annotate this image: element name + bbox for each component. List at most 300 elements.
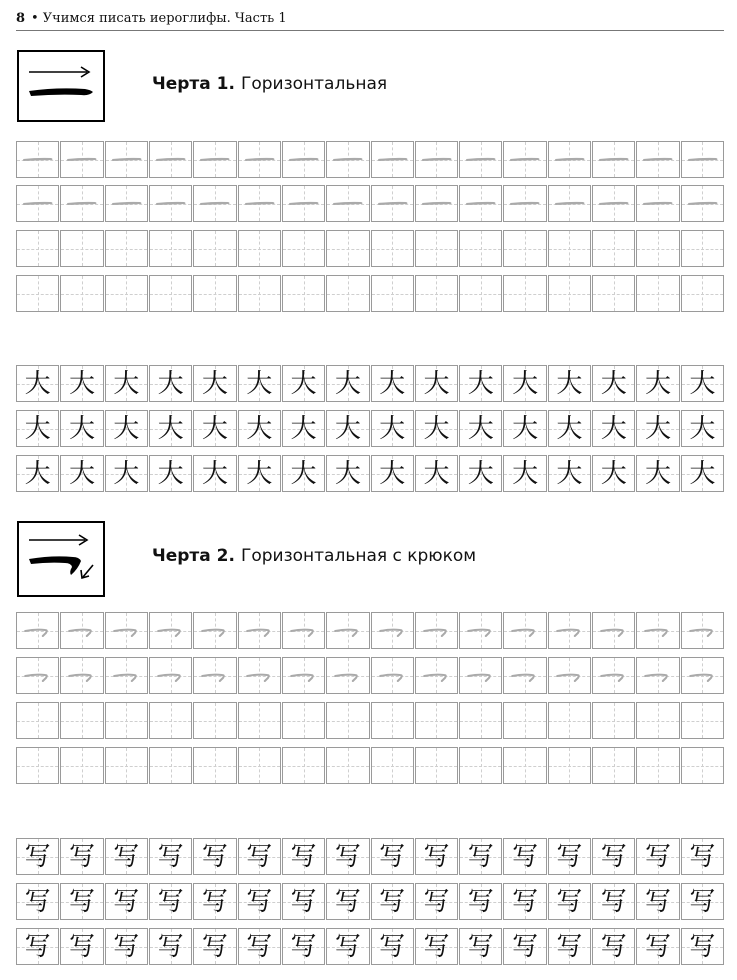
grid-cell xyxy=(105,185,148,222)
grid-cell xyxy=(459,455,502,492)
grid-cell xyxy=(238,657,281,694)
grid-cell xyxy=(16,612,59,649)
grid-cell xyxy=(681,883,724,920)
example-character-da: 大 xyxy=(246,458,273,489)
trace-horizontal-stroke xyxy=(682,186,723,221)
grid-cell xyxy=(105,275,148,312)
example-character-da: 大 xyxy=(467,413,494,444)
grid-cell xyxy=(636,275,679,312)
grid-cell xyxy=(193,883,236,920)
trace-horizontal-stroke xyxy=(637,186,678,221)
trace-hook-stroke xyxy=(416,658,457,693)
trace-hook-stroke xyxy=(106,613,147,648)
example-character-xie: 写 xyxy=(24,841,51,872)
grid-cell xyxy=(371,141,414,178)
grid-cell xyxy=(636,838,679,875)
grid-cell xyxy=(415,928,458,965)
grid-cell xyxy=(548,365,591,402)
grid-cell xyxy=(415,185,458,222)
grid-cell xyxy=(60,455,103,492)
example-character-xie: 写 xyxy=(290,931,317,962)
grid-cell xyxy=(415,141,458,178)
grid-cell xyxy=(105,838,148,875)
grid-cell xyxy=(548,185,591,222)
grid-cell xyxy=(636,410,679,447)
grid-cell xyxy=(636,230,679,267)
example-character-da: 大 xyxy=(246,413,273,444)
example-character-xie: 写 xyxy=(423,931,450,962)
grid-cell xyxy=(60,928,103,965)
example-character-xie: 写 xyxy=(201,886,228,917)
trace-horizontal-stroke xyxy=(460,186,501,221)
grid-cell xyxy=(592,657,635,694)
example-character-xie: 写 xyxy=(113,841,140,872)
grid-cell xyxy=(681,838,724,875)
trace-horizontal-stroke xyxy=(682,142,723,177)
trace-horizontal-stroke xyxy=(372,186,413,221)
grid-cell xyxy=(459,185,502,222)
horizontal-stroke-icon xyxy=(17,50,105,122)
example-character-da: 大 xyxy=(379,413,406,444)
grid-cell xyxy=(16,657,59,694)
grid-cell xyxy=(238,883,281,920)
grid-cell xyxy=(105,928,148,965)
example-character-xie: 写 xyxy=(512,886,539,917)
grid-cell xyxy=(282,928,325,965)
trace-horizontal-stroke xyxy=(283,186,324,221)
grid-cell xyxy=(282,410,325,447)
page-number: 8 xyxy=(16,11,26,26)
stroke-2-trace-row xyxy=(16,657,724,694)
grid-cell xyxy=(326,141,369,178)
stroke-1-example-row xyxy=(16,455,724,492)
grid-cell xyxy=(681,275,724,312)
trace-horizontal-stroke xyxy=(416,186,457,221)
trace-horizontal-stroke xyxy=(17,142,58,177)
example-character-xie: 写 xyxy=(600,886,627,917)
grid-cell xyxy=(459,883,502,920)
grid-cell xyxy=(282,455,325,492)
example-character-xie: 写 xyxy=(689,931,716,962)
grid-cell xyxy=(681,185,724,222)
example-character-xie: 写 xyxy=(334,841,361,872)
trace-hook-stroke xyxy=(637,658,678,693)
grid-cell xyxy=(326,838,369,875)
grid-cell xyxy=(193,410,236,447)
grid-cell xyxy=(459,747,502,784)
trace-hook-stroke xyxy=(549,658,590,693)
horizontal-stroke-diagram xyxy=(19,52,103,120)
horizontal-hook-stroke-icon xyxy=(17,521,105,597)
grid-cell xyxy=(371,928,414,965)
example-character-xie: 写 xyxy=(689,841,716,872)
grid-cell xyxy=(60,883,103,920)
example-character-da: 大 xyxy=(68,368,95,399)
grid-cell xyxy=(149,365,192,402)
example-character-xie: 写 xyxy=(246,931,273,962)
grid-cell xyxy=(282,365,325,402)
example-character-xie: 写 xyxy=(334,886,361,917)
grid-cell xyxy=(503,365,546,402)
grid-cell xyxy=(238,838,281,875)
example-character-xie: 写 xyxy=(201,841,228,872)
grid-cell xyxy=(548,230,591,267)
example-character-da: 大 xyxy=(157,368,184,399)
example-character-xie: 写 xyxy=(290,841,317,872)
grid-cell xyxy=(592,838,635,875)
example-character-da: 大 xyxy=(201,368,228,399)
grid-cell xyxy=(238,230,281,267)
trace-horizontal-stroke xyxy=(460,142,501,177)
trace-hook-stroke xyxy=(327,658,368,693)
grid-cell xyxy=(415,838,458,875)
grid-cell xyxy=(503,612,546,649)
example-character-da: 大 xyxy=(689,413,716,444)
grid-cell xyxy=(16,928,59,965)
grid-cell xyxy=(193,230,236,267)
grid-cell xyxy=(459,230,502,267)
grid-cell xyxy=(459,275,502,312)
grid-cell xyxy=(16,230,59,267)
grid-cell xyxy=(548,883,591,920)
grid-cell xyxy=(326,747,369,784)
grid-cell xyxy=(282,612,325,649)
example-character-da: 大 xyxy=(600,368,627,399)
grid-cell xyxy=(60,185,103,222)
grid-cell xyxy=(238,185,281,222)
grid-cell xyxy=(105,657,148,694)
grid-cell xyxy=(282,747,325,784)
grid-cell xyxy=(193,185,236,222)
grid-cell xyxy=(503,657,546,694)
example-character-da: 大 xyxy=(290,368,317,399)
example-character-xie: 写 xyxy=(512,841,539,872)
grid-cell xyxy=(105,410,148,447)
grid-cell xyxy=(371,185,414,222)
grid-cell xyxy=(592,230,635,267)
grid-cell xyxy=(548,410,591,447)
grid-cell xyxy=(371,410,414,447)
grid-cell xyxy=(16,365,59,402)
example-character-da: 大 xyxy=(467,458,494,489)
grid-cell xyxy=(459,410,502,447)
grid-cell xyxy=(238,275,281,312)
trace-horizontal-stroke xyxy=(593,142,634,177)
example-character-xie: 写 xyxy=(512,931,539,962)
example-character-da: 大 xyxy=(556,413,583,444)
separator-dot: • xyxy=(31,11,39,26)
example-character-xie: 写 xyxy=(113,886,140,917)
trace-hook-stroke xyxy=(327,613,368,648)
stroke-2-practice-row xyxy=(16,702,724,739)
grid-cell xyxy=(326,275,369,312)
grid-cell xyxy=(326,230,369,267)
grid-cell xyxy=(60,275,103,312)
grid-cell xyxy=(681,141,724,178)
grid-cell xyxy=(326,883,369,920)
example-character-xie: 写 xyxy=(645,886,672,917)
trace-horizontal-stroke xyxy=(239,142,280,177)
grid-cell xyxy=(282,702,325,739)
example-character-xie: 写 xyxy=(68,931,95,962)
grid-cell xyxy=(193,702,236,739)
grid-cell xyxy=(149,141,192,178)
stroke-2-trace-row xyxy=(16,612,724,649)
grid-cell xyxy=(371,612,414,649)
example-character-da: 大 xyxy=(512,413,539,444)
example-character-da: 大 xyxy=(157,413,184,444)
grid-cell xyxy=(548,612,591,649)
trace-hook-stroke xyxy=(593,613,634,648)
example-character-xie: 写 xyxy=(600,841,627,872)
trace-hook-stroke xyxy=(682,658,723,693)
example-character-da: 大 xyxy=(423,458,450,489)
example-character-xie: 写 xyxy=(246,886,273,917)
grid-cell xyxy=(238,141,281,178)
grid-cell xyxy=(592,185,635,222)
grid-cell xyxy=(60,141,103,178)
example-character-xie: 写 xyxy=(467,931,494,962)
grid-cell xyxy=(193,747,236,784)
grid-cell xyxy=(282,657,325,694)
example-character-xie: 写 xyxy=(379,841,406,872)
grid-cell xyxy=(60,365,103,402)
example-character-da: 大 xyxy=(24,368,51,399)
trace-hook-stroke xyxy=(372,658,413,693)
grid-cell xyxy=(16,838,59,875)
trace-horizontal-stroke xyxy=(106,186,147,221)
grid-cell xyxy=(149,612,192,649)
grid-cell xyxy=(459,657,502,694)
trace-horizontal-stroke xyxy=(150,142,191,177)
example-character-da: 大 xyxy=(600,458,627,489)
example-character-xie: 写 xyxy=(68,841,95,872)
grid-cell xyxy=(16,883,59,920)
grid-cell xyxy=(238,410,281,447)
grid-cell xyxy=(60,612,103,649)
grid-cell xyxy=(681,455,724,492)
grid-cell xyxy=(326,185,369,222)
trace-horizontal-stroke xyxy=(372,142,413,177)
grid-cell xyxy=(326,657,369,694)
example-character-xie: 写 xyxy=(467,841,494,872)
trace-hook-stroke xyxy=(150,613,191,648)
example-character-da: 大 xyxy=(113,368,140,399)
grid-cell xyxy=(415,455,458,492)
grid-cell xyxy=(415,883,458,920)
grid-cell xyxy=(503,747,546,784)
trace-horizontal-stroke xyxy=(283,142,324,177)
trace-hook-stroke xyxy=(106,658,147,693)
trace-hook-stroke xyxy=(416,613,457,648)
grid-cell xyxy=(681,747,724,784)
grid-cell xyxy=(592,275,635,312)
example-character-da: 大 xyxy=(113,458,140,489)
trace-hook-stroke xyxy=(504,613,545,648)
example-character-da: 大 xyxy=(68,458,95,489)
trace-hook-stroke xyxy=(504,658,545,693)
trace-horizontal-stroke xyxy=(150,186,191,221)
example-character-da: 大 xyxy=(512,458,539,489)
grid-cell xyxy=(548,928,591,965)
grid-cell xyxy=(238,928,281,965)
grid-cell xyxy=(60,747,103,784)
trace-hook-stroke xyxy=(637,613,678,648)
example-character-da: 大 xyxy=(467,368,494,399)
grid-cell xyxy=(326,410,369,447)
grid-cell xyxy=(16,275,59,312)
example-character-xie: 写 xyxy=(423,886,450,917)
example-character-da: 大 xyxy=(645,458,672,489)
grid-cell xyxy=(459,928,502,965)
example-character-da: 大 xyxy=(201,413,228,444)
grid-cell xyxy=(371,455,414,492)
grid-cell xyxy=(415,702,458,739)
trace-horizontal-stroke xyxy=(239,186,280,221)
grid-cell xyxy=(326,365,369,402)
grid-cell xyxy=(503,410,546,447)
grid-cell xyxy=(371,230,414,267)
stroke-1-title xyxy=(152,74,387,94)
grid-cell xyxy=(16,455,59,492)
grid-cell xyxy=(415,657,458,694)
grid-cell xyxy=(592,883,635,920)
grid-cell xyxy=(60,702,103,739)
grid-cell xyxy=(282,838,325,875)
example-character-da: 大 xyxy=(556,368,583,399)
example-character-da: 大 xyxy=(24,413,51,444)
grid-cell xyxy=(592,410,635,447)
example-character-xie: 写 xyxy=(645,931,672,962)
grid-cell xyxy=(193,657,236,694)
grid-cell xyxy=(149,185,192,222)
trace-horizontal-stroke xyxy=(549,186,590,221)
stroke-2-name: Горизонтальная с крюком xyxy=(240,546,477,566)
grid-cell xyxy=(636,883,679,920)
grid-cell xyxy=(149,928,192,965)
grid-cell xyxy=(326,702,369,739)
grid-cell xyxy=(636,455,679,492)
example-character-xie: 写 xyxy=(379,931,406,962)
example-character-da: 大 xyxy=(334,458,361,489)
trace-horizontal-stroke xyxy=(106,142,147,177)
example-character-xie: 写 xyxy=(467,886,494,917)
trace-horizontal-stroke xyxy=(504,142,545,177)
grid-cell xyxy=(16,702,59,739)
grid-cell xyxy=(681,612,724,649)
trace-hook-stroke xyxy=(17,658,58,693)
grid-cell xyxy=(371,275,414,312)
example-character-xie: 写 xyxy=(556,886,583,917)
grid-cell xyxy=(16,141,59,178)
example-character-da: 大 xyxy=(423,368,450,399)
grid-cell xyxy=(548,747,591,784)
grid-cell xyxy=(105,455,148,492)
grid-cell xyxy=(636,928,679,965)
trace-horizontal-stroke xyxy=(504,186,545,221)
example-character-xie: 写 xyxy=(556,841,583,872)
trace-horizontal-stroke xyxy=(416,142,457,177)
grid-cell xyxy=(592,702,635,739)
grid-cell xyxy=(238,365,281,402)
example-character-xie: 写 xyxy=(113,931,140,962)
example-character-da: 大 xyxy=(290,458,317,489)
grid-cell xyxy=(459,702,502,739)
grid-cell xyxy=(149,230,192,267)
grid-cell xyxy=(149,838,192,875)
grid-cell xyxy=(681,702,724,739)
grid-cell xyxy=(282,230,325,267)
example-character-xie: 写 xyxy=(246,841,273,872)
example-character-xie: 写 xyxy=(600,931,627,962)
grid-cell xyxy=(105,230,148,267)
grid-cell xyxy=(149,275,192,312)
example-character-da: 大 xyxy=(379,368,406,399)
grid-cell xyxy=(592,365,635,402)
stroke-1-example-row xyxy=(16,410,724,447)
trace-hook-stroke xyxy=(194,658,235,693)
grid-cell xyxy=(60,838,103,875)
grid-cell xyxy=(105,365,148,402)
trace-hook-stroke xyxy=(239,658,280,693)
example-character-da: 大 xyxy=(334,368,361,399)
example-character-da: 大 xyxy=(113,413,140,444)
grid-cell xyxy=(681,928,724,965)
stroke-2-example-row xyxy=(16,838,724,875)
example-character-da: 大 xyxy=(68,413,95,444)
example-character-da: 大 xyxy=(334,413,361,444)
example-character-da: 大 xyxy=(379,458,406,489)
trace-horizontal-stroke xyxy=(17,186,58,221)
example-character-da: 大 xyxy=(246,368,273,399)
example-character-xie: 写 xyxy=(645,841,672,872)
grid-cell xyxy=(459,838,502,875)
grid-cell xyxy=(636,612,679,649)
grid-cell xyxy=(636,185,679,222)
horizontal-hook-stroke-diagram xyxy=(19,523,103,595)
grid-cell xyxy=(681,657,724,694)
grid-cell xyxy=(592,612,635,649)
grid-cell xyxy=(105,702,148,739)
example-character-xie: 写 xyxy=(689,886,716,917)
grid-cell xyxy=(636,657,679,694)
example-character-da: 大 xyxy=(645,368,672,399)
grid-cell xyxy=(592,141,635,178)
grid-cell xyxy=(371,883,414,920)
grid-cell xyxy=(459,612,502,649)
grid-cell xyxy=(16,747,59,784)
example-character-da: 大 xyxy=(689,458,716,489)
grid-cell xyxy=(193,838,236,875)
grid-cell xyxy=(548,838,591,875)
grid-cell xyxy=(193,365,236,402)
example-character-xie: 写 xyxy=(556,931,583,962)
trace-hook-stroke xyxy=(61,613,102,648)
grid-cell xyxy=(636,365,679,402)
grid-cell xyxy=(548,657,591,694)
trace-horizontal-stroke xyxy=(61,142,102,177)
trace-horizontal-stroke xyxy=(194,186,235,221)
stroke-1-practice-row xyxy=(16,230,724,267)
stroke-1-label: Черта 1. xyxy=(152,74,235,94)
grid-cell xyxy=(193,612,236,649)
trace-hook-stroke xyxy=(460,658,501,693)
grid-cell xyxy=(503,702,546,739)
grid-cell xyxy=(105,612,148,649)
grid-cell xyxy=(16,185,59,222)
trace-horizontal-stroke xyxy=(549,142,590,177)
grid-cell xyxy=(238,747,281,784)
